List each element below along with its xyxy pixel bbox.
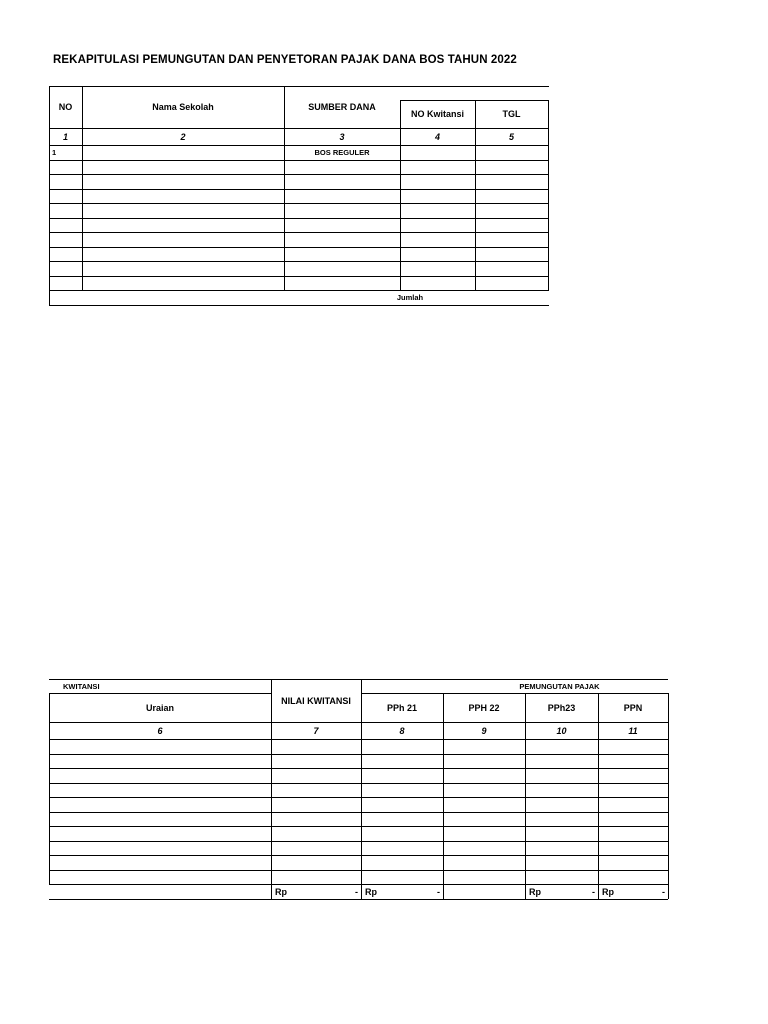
header-sumber-dana: SUMBER DANA — [308, 102, 376, 112]
total-pph23 — [526, 884, 598, 899]
table2-row-line — [49, 768, 668, 769]
footer-jumlah: Jumlah — [396, 293, 424, 302]
total-value: - — [592, 886, 595, 897]
header-pph23: PPh23 — [547, 702, 576, 713]
currency-label: Rp — [275, 886, 287, 897]
table1-row-line — [49, 261, 549, 262]
col-number: 9 — [481, 725, 487, 736]
col-number: 7 — [313, 725, 319, 736]
col-number: 6 — [157, 725, 163, 736]
currency-label: Rp — [365, 886, 377, 897]
header-pemungutan-pajak: PEMUNGUTAN PAJAK — [519, 681, 600, 691]
table2-row-line — [49, 754, 668, 755]
table1-row-line — [49, 203, 549, 204]
row-sumber-dana: BOS REGULER — [314, 148, 370, 157]
page-title: REKAPITULASI PEMUNGUTAN DAN PENYETORAN PAJAK DANA BOS TAHUN 2022 — [53, 54, 517, 66]
col-number: 8 — [399, 725, 405, 736]
header-kwitansi: KWITANSI — [63, 681, 100, 691]
header-pph21: PPh 21 — [386, 702, 417, 713]
table2-row-line — [49, 870, 668, 871]
header-pph22: PPH 22 — [468, 702, 500, 713]
col-number: 4 — [434, 131, 440, 142]
col-number: 5 — [508, 131, 514, 142]
total-ppn — [599, 884, 668, 899]
total-pph21 — [362, 884, 443, 899]
table2-row-line — [49, 812, 668, 813]
table1-right-border — [548, 100, 549, 290]
table2-row-line — [49, 841, 668, 842]
table1-row-line — [49, 290, 549, 291]
col-number: 1 — [62, 131, 68, 142]
table1-row-line — [49, 247, 549, 248]
table1-row-line — [49, 174, 549, 175]
table2-right-border — [668, 693, 669, 899]
row-no: 1 — [52, 148, 57, 157]
col-number: 11 — [628, 725, 638, 736]
table2-colnum-bottom — [49, 739, 668, 740]
total-value: - — [662, 886, 665, 897]
currency-label: Rp — [602, 886, 614, 897]
table2-bottom-border — [49, 899, 668, 900]
header-uraian: Uraian — [145, 702, 174, 713]
col-number: 3 — [339, 131, 345, 142]
table1-row-line — [49, 232, 549, 233]
table1-row-line — [49, 276, 549, 277]
total-value: - — [437, 886, 440, 897]
table1-row-line — [49, 218, 549, 219]
header-nilai-kwitansi: NILAI KWITANSI — [281, 695, 351, 706]
table1-row-line — [49, 160, 549, 161]
table1-bottom-border — [49, 305, 549, 306]
table2-row-line — [49, 797, 668, 798]
header-no-kwitansi: NO Kwitansi — [410, 109, 464, 119]
header-no: NO — [58, 102, 73, 112]
col-number: 10 — [556, 725, 567, 736]
header-tgl: TGL — [502, 109, 521, 119]
table2-row-line — [49, 855, 668, 856]
table2-row-line — [49, 826, 668, 827]
total-nilai-kwitansi — [272, 884, 361, 899]
total-value: - — [355, 886, 358, 897]
table2-row-line — [49, 783, 668, 784]
header-nama-sekolah: Nama Sekolah — [152, 102, 214, 112]
currency-label: Rp — [529, 886, 541, 897]
table1-row-line — [49, 189, 549, 190]
header-ppn: PPN — [623, 702, 643, 713]
col-number: 2 — [180, 131, 186, 142]
